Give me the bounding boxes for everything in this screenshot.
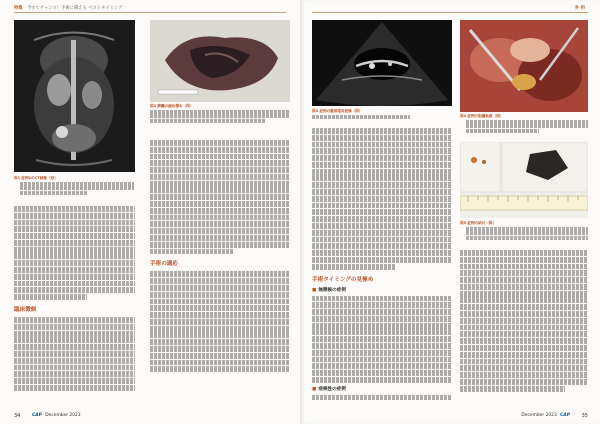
fig1-caption: [14, 176, 135, 181]
fig3-caption-title: 図3 症例の腹部超音波像（図）: [312, 109, 363, 113]
fig5-caption-body: [466, 227, 588, 247]
specimen-photo: [150, 20, 290, 102]
issue-date-right: December 2023: [521, 413, 557, 418]
header-rule-right: [312, 12, 588, 13]
stones-photo: [460, 142, 588, 218]
heading-surgery-timing: 手術タイミングの見極め: [312, 276, 374, 283]
surgical-photo: [460, 20, 588, 112]
right-page: [300, 0, 600, 424]
subhead-asymptomatic: ■ 無徴候の症例: [312, 287, 452, 293]
fig3-caption-body: [312, 115, 432, 123]
fig3-caption: [312, 109, 452, 114]
fig2-caption-title: 図2 脾臓の摘出標本（図）: [150, 104, 194, 108]
middle-column-text: [150, 140, 290, 400]
fig5-caption: [460, 221, 588, 226]
left-footer: [30, 413, 81, 418]
fig1-caption-title: 図1 症例2のCT画像（冠）: [14, 176, 58, 180]
right-column-text: [460, 250, 588, 400]
right-middle-column-text: [312, 128, 452, 400]
fig4-caption-title: 図4 症例の胆嚢粘液（図）: [460, 114, 504, 118]
left-page-number: 34: [14, 413, 21, 419]
series-label: 特集: [14, 6, 23, 11]
fig4-caption-body: [466, 120, 588, 136]
header-rule: [14, 12, 286, 13]
heading-clinical-signs: 臨床徴候: [14, 307, 37, 314]
right-footer: [521, 413, 572, 418]
section-label: 外 科: [574, 6, 585, 11]
ultrasound-image: [312, 20, 452, 106]
fig1-caption-body: [20, 182, 134, 202]
header-right: [575, 5, 588, 11]
subhead-symptomatic: ■ 症候性の症例: [312, 386, 452, 392]
fig5-caption-title: 図5 症例の結石（図）: [460, 221, 497, 225]
fig4-caption: [460, 114, 588, 119]
right-page-number: 35: [581, 413, 588, 419]
heading-surgery-indication: 手術の適応: [150, 261, 178, 268]
brand-logo-left: CAP: [32, 413, 42, 418]
fig2-caption: [150, 104, 290, 109]
issue-date-left: December 2023: [45, 413, 81, 418]
feature-title: 今すぐチャンス！手術に備える ベストタイミング: [26, 6, 123, 11]
ct-scan-image: [14, 20, 135, 172]
left-column-text: [14, 206, 135, 398]
fig2-caption-body: [150, 110, 290, 130]
brand-logo-right: CAP: [560, 413, 570, 418]
header-left: [14, 5, 122, 11]
